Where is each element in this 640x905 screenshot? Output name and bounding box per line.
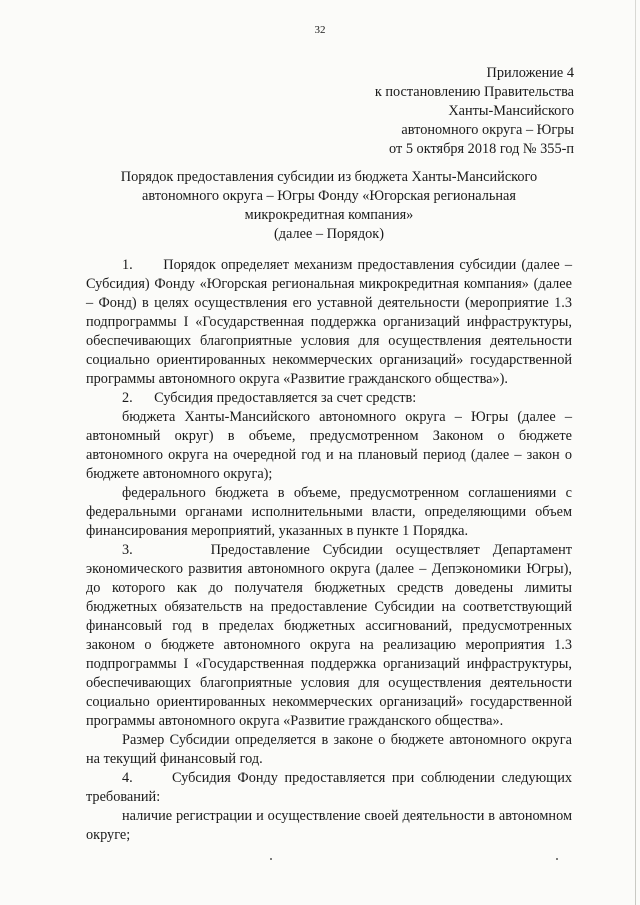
paragraph-2-item-regional: бюджета Ханты-Мансийского автономного округа – Югры (далее – автономный округ) в объеме, предусмотренном Законом о бюджете автономного округа на очередной год и на плановый период (далее – закон о бюджете автономного округа); — [86, 409, 572, 482]
paragraph-2-item-federal: федерального бюджета в объеме, предусмотренном соглашениями с федеральными органами исполнительными власти, определяющими объем финансирования мероприятий, указанных в пункте 1 Порядка. — [86, 485, 572, 539]
title-line: автономного округа – Югры Фонду «Югорская региональная — [142, 188, 516, 204]
document-title — [86, 168, 572, 244]
scan-marks — [0, 858, 640, 866]
paragraph-4-item-registration: наличие регистрации и осуществление своей деятельности в автономном округе; — [86, 808, 572, 843]
annex-line: Ханты-Мансийского — [448, 103, 574, 119]
page-number: 32 — [314, 24, 326, 36]
page-edge — [635, 0, 636, 905]
paragraph-3-size: Размер Субсидии определяется в законе о бюджете автономного округа на текущий финансовый год. — [86, 732, 572, 767]
paragraph-2: 2. Субсидия предоставляется за счет средств: — [122, 390, 417, 406]
annex-line: Приложение 4 — [486, 65, 574, 81]
document-body — [86, 256, 572, 845]
title-line: Порядок предоставления субсидии из бюджета Ханты-Мансийского — [120, 169, 538, 185]
paragraph-3: 3. Предоставление Субсидии осуществляет Департамент экономического развития автономного округа (далее – Депэкономики Югры), до которого как до получателя бюджетных средств доведены лимиты бюджетных обязательств на предоставление Субсидии на соответствующий финансовый год в пределах бюджетных ассигнований, предусмотренных законом о бюджете автономного округа на реализацию мероприятия 1.3 подпрограммы I «Государственная поддержка организаций инфраструктуры, обеспечивающих благоприятные условия для осуществления деятельности социально ориентированных некоммерческих организаций» государственной программы автономного округа «Развитие гражданского общества». — [86, 542, 572, 729]
paragraph-4: 4. Субсидия Фонду предоставляется при соблюдении следующих требований: — [86, 770, 572, 805]
scan-dot — [270, 858, 272, 860]
annex-line: к постановлению Правительства — [374, 84, 574, 100]
title-line: (далее – Порядок) — [274, 226, 384, 242]
title-line: микрокредитная компания» — [244, 207, 414, 223]
annex-line: автономного округа – Югры — [401, 122, 574, 138]
annex-header — [375, 64, 574, 159]
scan-dot — [556, 858, 558, 860]
paragraph-1: 1. Порядок определяет механизм предоставления субсидии (далее – Субсидия) Фонду «Югорская региональная микрокредитная компания» (далее – Фонд) в целях осуществления его уставной деятельности (мероприятие 1.3 подпрограммы I «Государственная поддержка организаций инфраструктуры, обеспечивающих благоприятные условия для осуществления деятельности социально ориентированных некоммерческих организаций» государственной программы автономного округа «Развитие гражданского общества»). — [86, 257, 572, 387]
annex-line: от 5 октября 2018 год № 355-п — [389, 141, 574, 157]
